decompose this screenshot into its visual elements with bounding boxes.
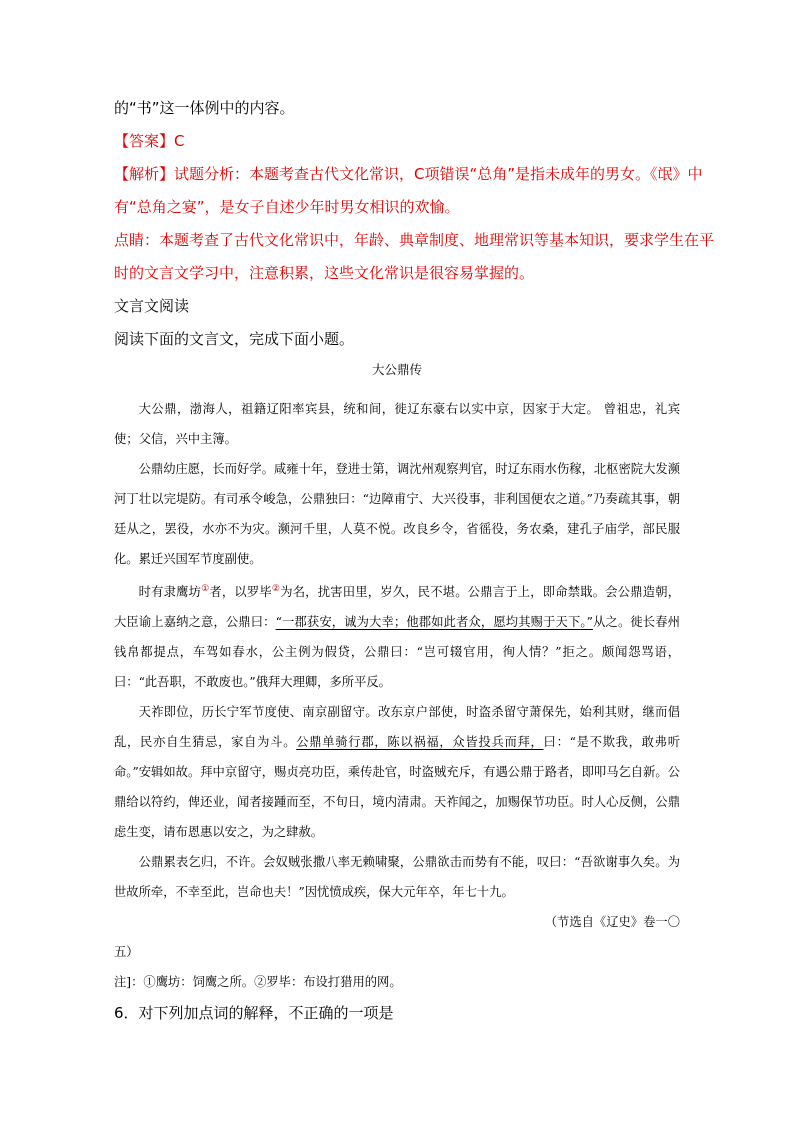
passage-title: 大公鼎传 — [371, 362, 422, 377]
p4-text-b: 曰：“是不欺我，敢弗听命。”安辑如故。拜中京留守，赐贞亮功臣，乘传赴官，时盗贼充斥，有遇公鼎于路者，即叩马乞自新。公鼎给以符约，俾还业，闻者接踵而至，不旬日，境内清肃。天祚闻之，加赐保节功臣。时人心反侧，公鼎虑生变，请布恩惠以安之，为之肆赦。 — [114, 735, 680, 840]
question-6: 6．对下列加点词的解释，不正确的一项是 — [114, 1004, 394, 1023]
answer-value: C — [174, 132, 185, 150]
p3-text-a: 时有隶鹰坊 — [138, 585, 202, 600]
section-heading: 文言文阅读 — [114, 297, 190, 315]
p3-text-b: 者，以罗毕 — [209, 585, 272, 600]
intro-line: 的“书”这一体例中的内容。 — [114, 99, 295, 117]
answer-label: 【答案】 — [114, 132, 175, 150]
instruction: 阅读下面的文言文，完成下面小题。 — [114, 330, 355, 348]
p3-text-d: 从之。徙长春州钱帛都提点，车驾如春水，公主例为假贷，公鼎曰：“岂可辍官用，徇人情？”拒之。颇闻怨骂语，曰：“此吾职，不敢废也。”俄拜大理卿，多所平反。 — [114, 615, 680, 690]
p4-text-a: 天祚即位，历长宁军节度使、南京副留守。改东京户部使，时盗杀留守萧保先，始利其财，继而倡乱，民亦自生猜忌，家自为斗。 — [114, 705, 680, 750]
footnote-marker-1: ① — [201, 584, 210, 594]
passage-notes: 注]：①鹰坊：饲鹰之所。②罗毕：布设打猎用的网。 — [114, 975, 402, 990]
passage-paragraph-4 — [114, 697, 680, 847]
answer-line — [114, 129, 680, 153]
p3-text-c: 为名，扰害田里，岁久，民不堪。公鼎言于上，即命禁戢。会公鼎造朝，大臣谕上嘉纳之意，公鼎曰： — [114, 585, 680, 630]
passage-source-cont: 五） — [114, 945, 139, 960]
analysis-line-1: 【解析】试题分析：本题考查古代文化常识，C项错误“总角”是指未成年的男女。《氓》中 — [114, 165, 703, 183]
footnote-marker-2: ② — [271, 584, 281, 594]
passage-paragraph-5: 公鼎累表乞归，不许。会奴贼张撒八率无赖啸聚，公鼎欲击而势有不能，叹曰：“吾欲谢事久矣。为世故所牵，不幸至此，岂命也夫！”因忧愤成疾，保大元年卒，年七十九。 — [114, 855, 680, 900]
analysis-line-2: 有“总角之宴”，是女子自述少年时男女相识的欢愉。 — [114, 198, 460, 216]
document-page — [114, 96, 715, 1025]
passage-paragraph-1: 大公鼎，渤海人，祖籍辽阳率宾县，统和间，徙辽东豪右以实中京，因家于大定。 曾祖忠，礼宾使；父信，兴中主簿。 — [114, 402, 680, 446]
passage-source: （节选自《辽史》卷一〇 — [544, 915, 680, 930]
passage-paragraph-3 — [114, 574, 680, 697]
comment-line-2: 时的文言文学习中，注意积累，这些文化常识是很容易掌握的。 — [114, 264, 535, 282]
passage-paragraph-2: 公鼎幼庄愿，长而好学。咸雍十年，登进士第，调沈州观察判官，时辽东雨水伤稼，北枢密院大发濒河丁壮以完堤防。有司承令峻急，公鼎独曰：“边障甫宁、大兴役事，非利国便农之道。”乃奏疏其事，朝廷从之，罢役，水亦不为灾。濒河千里，人莫不悦。改良乡令，省徭役，务农桑，建孔子庙学，部民服化。累迁兴国军节度副使。 — [114, 462, 680, 566]
underlined-sentence-2: 公鼎单骑行郡，陈以祸福，众皆投兵而拜， — [296, 735, 544, 750]
underlined-sentence-1: “一郡获安，诚为大幸；他郡如此者众，愿均其赐于天下。” — [275, 615, 593, 630]
comment-line-1: 点睛：本题考查了古代文化常识中，年龄、典章制度、地理常识等基本知识，要求学生在平 — [114, 231, 715, 249]
